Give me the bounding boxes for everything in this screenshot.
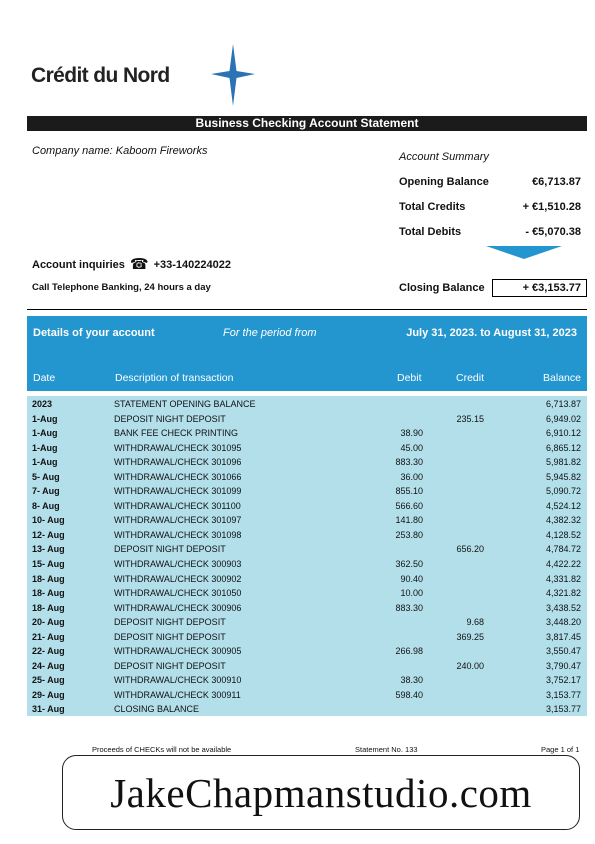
cell-desc: DEPOSIT NIGHT DEPOSIT — [114, 660, 226, 671]
cell-date: 10- Aug — [32, 515, 65, 526]
table-row — [27, 529, 587, 544]
cell-date: 1-Aug — [32, 457, 58, 468]
account-inquiries — [32, 256, 231, 273]
cell-credit: 369.25 — [456, 631, 484, 642]
table-row — [27, 616, 587, 631]
table-row — [27, 689, 587, 704]
table-row — [27, 456, 587, 471]
cell-balance: 4,128.52 — [545, 529, 581, 540]
cell-desc: DEPOSIT NIGHT DEPOSIT — [114, 544, 226, 555]
col-debit: Debit — [397, 372, 422, 384]
cell-desc: WITHDRAWAL/CHECK 301066 — [114, 471, 242, 482]
cell-balance: 4,784.72 — [545, 544, 581, 555]
cell-debit: 36.00 — [400, 471, 423, 482]
watermark — [62, 755, 580, 830]
cell-debit: 266.98 — [395, 646, 423, 657]
cell-debit: 10.00 — [400, 588, 423, 599]
cell-balance: 3,438.52 — [545, 602, 581, 613]
table-row — [27, 427, 587, 442]
table-row — [27, 442, 587, 457]
summary-value: + €1,510.28 — [522, 201, 581, 213]
cell-balance: 4,382.32 — [545, 515, 581, 526]
cell-date: 18- Aug — [32, 573, 65, 584]
cell-debit: 90.40 — [400, 573, 423, 584]
cell-desc: CLOSING BALANCE — [114, 704, 200, 715]
company-name: Company name: Kaboom Fireworks — [32, 145, 208, 157]
summary-row-opening — [399, 176, 587, 201]
table-row — [27, 602, 587, 617]
summary-label: Total Debits — [399, 226, 462, 238]
summary-label: Opening Balance — [399, 176, 489, 188]
cell-date: 25- Aug — [32, 675, 65, 686]
table-row — [27, 514, 587, 529]
telebanking-note: Call Telephone Banking, 24 hours a day — [32, 282, 211, 293]
cell-desc: WITHDRAWAL/CHECK 301098 — [114, 529, 242, 540]
inquiries-label: Account inquiries — [32, 259, 125, 271]
details-header — [27, 316, 587, 391]
cell-balance: 3,153.77 — [545, 689, 581, 700]
table-row — [27, 543, 587, 558]
cell-credit: 235.15 — [456, 413, 484, 424]
table-row — [27, 500, 587, 515]
table-row — [27, 645, 587, 660]
cell-debit: 566.60 — [395, 500, 423, 511]
cell-balance: 3,790.47 — [545, 660, 581, 671]
phone-number: +33-140224022 — [153, 259, 231, 271]
period-dates: July 31, 2023. to August 31, 2023 — [406, 327, 577, 339]
cell-balance: 6,713.87 — [545, 399, 581, 409]
cell-date: 22- Aug — [32, 646, 65, 657]
table-row — [27, 587, 587, 602]
cell-date: 12- Aug — [32, 529, 65, 540]
summary-value: €6,713.87 — [532, 176, 581, 188]
cell-date: 18- Aug — [32, 588, 65, 599]
cell-debit: 362.50 — [395, 559, 423, 570]
cell-desc: WITHDRAWAL/CHECK 300910 — [114, 675, 242, 686]
cell-desc: DEPOSIT NIGHT DEPOSIT — [114, 413, 226, 424]
cell-date: 1-Aug — [32, 428, 58, 439]
details-heading: Details of your account — [33, 327, 155, 339]
table-row — [27, 558, 587, 573]
period-label: For the period from — [223, 327, 317, 339]
cell-date: 5- Aug — [32, 471, 60, 482]
cell-balance: 6,865.12 — [545, 442, 581, 453]
cell-balance: 3,448.20 — [545, 617, 581, 628]
closing-balance-label: Closing Balance — [399, 282, 485, 294]
cell-desc: WITHDRAWAL/CHECK 300902 — [114, 573, 242, 584]
account-summary — [399, 151, 587, 251]
table-row — [27, 398, 587, 413]
cell-desc: DEPOSIT NIGHT DEPOSIT — [114, 617, 226, 628]
cell-date: 15- Aug — [32, 559, 65, 570]
summary-value: - €5,070.38 — [525, 226, 581, 238]
cell-date: 13- Aug — [32, 544, 65, 555]
cell-balance: 5,090.72 — [545, 486, 581, 497]
summary-heading: Account Summary — [399, 151, 489, 163]
cell-desc: WITHDRAWAL/CHECK 301050 — [114, 588, 242, 599]
cell-balance: 6,949.02 — [545, 413, 581, 424]
cell-balance: 3,752.17 — [545, 675, 581, 686]
cell-debit: 883.30 — [395, 602, 423, 613]
cell-debit: 141.80 — [395, 515, 423, 526]
cell-date: 18- Aug — [32, 602, 65, 613]
statement-title: Business Checking Account Statement — [27, 116, 587, 131]
cell-desc: WITHDRAWAL/CHECK 301100 — [114, 500, 241, 511]
cell-desc: WITHDRAWAL/CHECK 300906 — [114, 602, 242, 613]
cell-debit: 253.80 — [395, 529, 423, 540]
cell-desc: WITHDRAWAL/CHECK 300911 — [114, 689, 241, 700]
cell-balance: 3,153.77 — [545, 704, 581, 715]
cell-debit: 38.30 — [400, 675, 423, 686]
cell-balance: 5,945.82 — [545, 471, 581, 482]
cell-debit: 45.00 — [400, 442, 423, 453]
star-icon — [209, 44, 257, 106]
cell-desc: STATEMENT OPENING BALANCE — [114, 399, 256, 409]
cell-date: 21- Aug — [32, 631, 65, 642]
bank-name: Crédit du Nord — [31, 64, 170, 87]
cell-desc: WITHDRAWAL/CHECK 301096 — [114, 457, 242, 468]
table-row — [27, 471, 587, 486]
table-row — [27, 703, 587, 718]
bank-logo — [31, 44, 261, 106]
table-row — [27, 631, 587, 646]
cell-date: 31- Aug — [32, 704, 65, 715]
cell-balance: 6,910.12 — [545, 428, 581, 439]
cell-debit: 855.10 — [395, 486, 423, 497]
cell-balance: 4,321.82 — [545, 588, 581, 599]
cell-desc: DEPOSIT NIGHT DEPOSIT — [114, 631, 226, 642]
cell-desc: WITHDRAWAL/CHECK 301099 — [114, 486, 242, 497]
watermark-text: JakeChapmanstudio.com — [110, 769, 532, 816]
cell-date: 2023 — [32, 399, 53, 409]
cell-desc: WITHDRAWAL/CHECK 301097 — [114, 515, 242, 526]
cell-date: 1-Aug — [32, 442, 58, 453]
cell-date: 7- Aug — [32, 486, 60, 497]
transactions-table — [27, 396, 587, 716]
col-balance: Balance — [543, 372, 581, 384]
cell-balance: 4,331.82 — [545, 573, 581, 584]
table-row — [27, 660, 587, 675]
closing-balance-value: + €3,153.77 — [492, 279, 587, 297]
cell-debit: 598.40 — [395, 689, 423, 700]
cell-desc: WITHDRAWAL/CHECK 301095 — [114, 442, 242, 453]
cell-date: 8- Aug — [32, 500, 60, 511]
cell-date: 29- Aug — [32, 689, 65, 700]
cell-debit: 38.90 — [400, 428, 423, 439]
cell-credit: 9.68 — [466, 617, 484, 628]
summary-row-credits — [399, 201, 587, 226]
col-credit: Credit — [456, 372, 485, 384]
cell-date: 24- Aug — [32, 660, 65, 671]
cell-balance: 4,524.12 — [545, 500, 581, 511]
down-arrow-icon — [486, 246, 562, 259]
cell-desc: WITHDRAWAL/CHECK 300905 — [114, 646, 242, 657]
table-row — [27, 674, 587, 689]
summary-label: Total Credits — [399, 201, 466, 213]
cell-debit: 883.30 — [395, 457, 423, 468]
statement-number: Statement No. 133 — [355, 745, 418, 754]
cell-date: 1-Aug — [32, 413, 58, 424]
telephone-icon: ☎ — [129, 256, 149, 273]
page-number: Page 1 of 1 — [541, 745, 580, 754]
cell-balance: 3,550.47 — [545, 646, 581, 657]
footer-note: Proceeds of CHECKs will not be available — [92, 745, 232, 754]
cell-desc: BANK FEE CHECK PRINTING — [114, 428, 239, 439]
col-date: Date — [33, 372, 56, 384]
cell-balance: 4,422.22 — [545, 559, 581, 570]
table-row — [27, 485, 587, 500]
table-row — [27, 413, 587, 428]
cell-desc: WITHDRAWAL/CHECK 300903 — [114, 559, 242, 570]
column-headers — [27, 372, 587, 386]
col-description: Description of transaction — [115, 372, 234, 384]
divider — [27, 309, 587, 310]
cell-balance: 5,981.82 — [545, 457, 581, 468]
cell-balance: 3,817.45 — [545, 631, 581, 642]
cell-credit: 240.00 — [456, 660, 484, 671]
table-row — [27, 573, 587, 588]
cell-credit: 656.20 — [456, 544, 484, 555]
cell-date: 20- Aug — [32, 617, 65, 628]
